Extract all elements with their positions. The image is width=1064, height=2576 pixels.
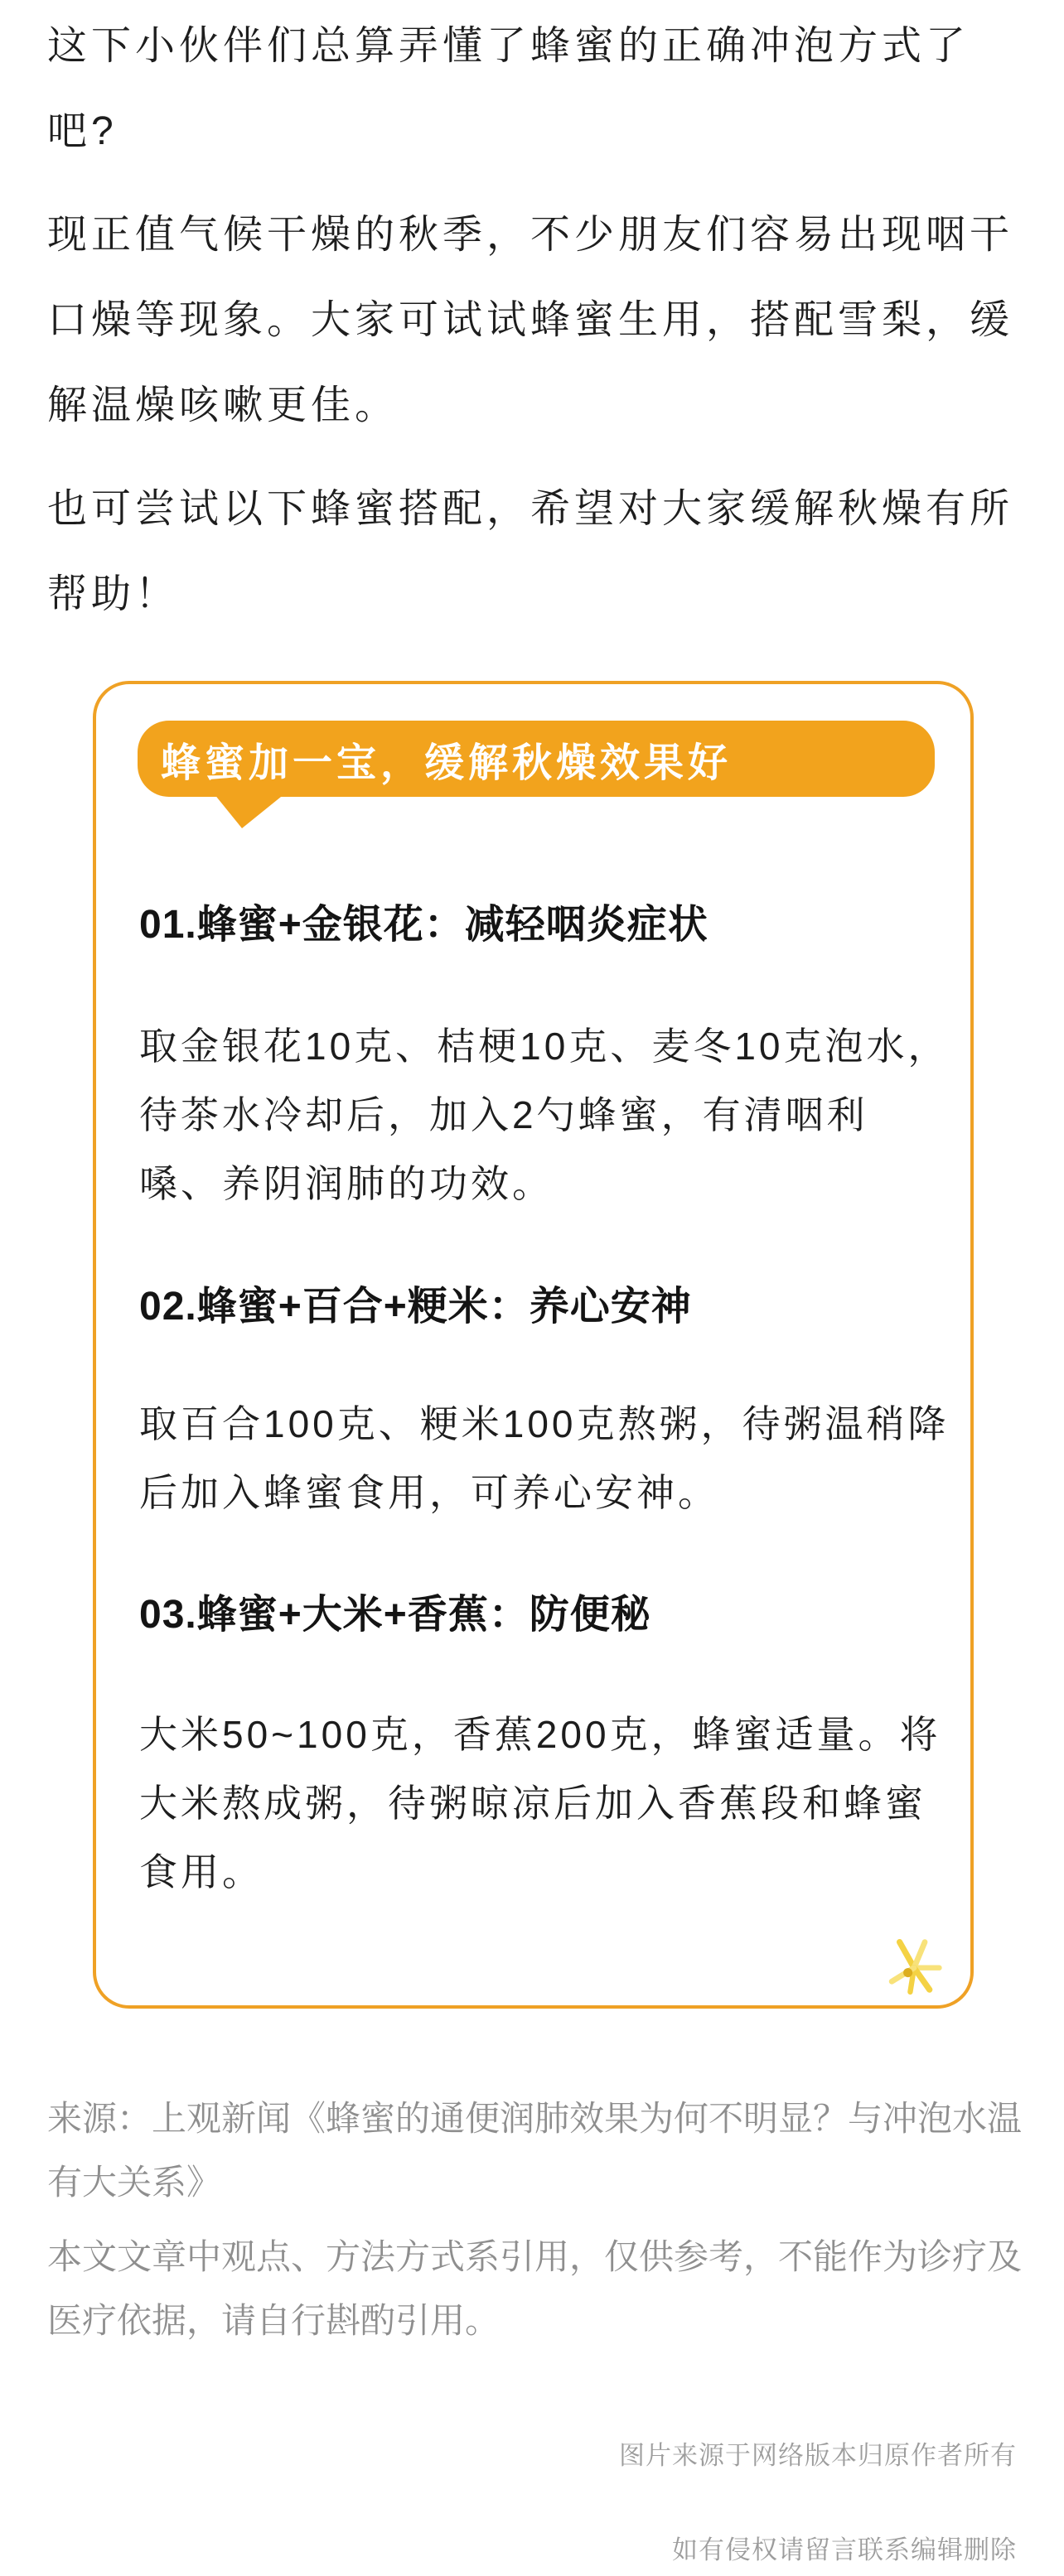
article-footer xyxy=(47,2086,1023,2363)
tip-3-body xyxy=(139,1700,947,1907)
text-line: 医疗依据，请自行斟酌引用。 xyxy=(47,2301,501,2340)
text-line: 取百合100克、粳米100克熬粥，待粥温稍降 xyxy=(139,1402,950,1445)
image-credit-note: 图片来源于网络版本归原作者所有 xyxy=(619,2441,1017,2470)
text-line: 待茶水冷却后，加入2勺蜂蜜，有清咽利 xyxy=(139,1093,868,1136)
text-line: 现正值气候干燥的秋季，不少朋友们容易出现咽干 xyxy=(47,213,1014,257)
card-title-badge xyxy=(138,721,935,797)
text-line: 嗓、养阴润肺的功效。 xyxy=(139,1162,554,1205)
source-reference xyxy=(47,2086,1023,2214)
card-title-text: 蜂蜜加一宝，缓解秋燥效果好 xyxy=(161,740,733,785)
text-line: 口燥等现象。大家可试试蜂蜜生用，搭配雪梨，缓 xyxy=(47,298,1014,342)
text-line: 有大关系》 xyxy=(47,2163,222,2202)
text-line: 这下小伙伴们总算弄懂了蜂蜜的正确冲泡方式了 xyxy=(47,24,970,68)
text-line: 大米熬成粥，待粥晾凉后加入香蕉段和蜂蜜 xyxy=(139,1782,926,1825)
text-line: 来源：上观新闻《蜂蜜的通便润肺效果为何不明显？与冲泡水温 xyxy=(47,2099,1023,2138)
speech-bubble-tail xyxy=(214,794,285,828)
intro-paragraph-1 xyxy=(47,3,1017,174)
tip-2-heading: 02.蜂蜜+百合+粳米：养心安神 xyxy=(139,1285,692,1329)
text-line: 食用。 xyxy=(139,1850,264,1893)
text-line: 解温燥咳嗽更佳。 xyxy=(47,384,399,427)
honey-tips-card xyxy=(93,681,974,2009)
text-line: 大米50~100克，香蕉200克，蜂蜜适量。将 xyxy=(139,1713,941,1756)
copyright-contact-note: 如有侵权请留言联系编辑删除 xyxy=(672,2535,1017,2564)
tip-1-body xyxy=(139,1012,950,1218)
intro-paragraph-2 xyxy=(47,192,1017,448)
sparkle-icon xyxy=(879,1931,950,2001)
text-line: 取金银花10克、桔梗10克、麦冬10克泡水， xyxy=(139,1025,950,1068)
text-line: 后加入蜂蜜食用，可养心安神。 xyxy=(139,1471,719,1514)
article-intro xyxy=(47,0,1017,655)
text-line: 本文文章中观点、方法方式系引用，仅供参考，不能作为诊疗及 xyxy=(47,2237,1023,2276)
intro-paragraph-3 xyxy=(47,466,1017,637)
tip-2-body xyxy=(139,1390,950,1527)
text-line: 也可尝试以下蜂蜜搭配，希望对大家缓解秋燥有所 xyxy=(47,487,1014,531)
disclaimer xyxy=(47,2225,1023,2352)
tip-3-heading: 03.蜂蜜+大米+香蕉：防便秘 xyxy=(139,1593,651,1637)
text-line: 吧? xyxy=(47,109,118,153)
text-line: 帮助！ xyxy=(47,572,180,616)
tip-1-heading: 01.蜂蜜+金银花：减轻咽炎症状 xyxy=(139,903,709,947)
